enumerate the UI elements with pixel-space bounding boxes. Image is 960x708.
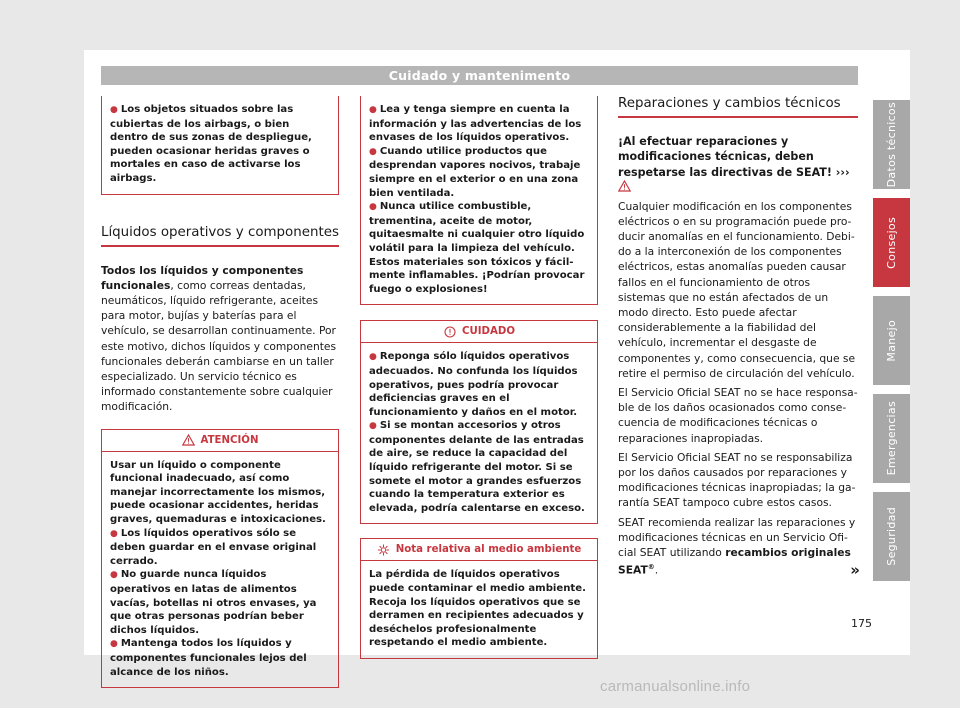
cross-reference-marker[interactable]: ›››	[835, 165, 850, 179]
column-1	[101, 96, 339, 688]
bullet-icon: ●	[369, 352, 377, 363]
section-title: Líquidos operativos y componentes	[101, 225, 339, 247]
warning-box-continued	[360, 96, 598, 305]
list-item: ● Los líquidos operativos sólo se deben guardar en el envase original cerrado.	[110, 527, 317, 567]
warning-list	[361, 96, 597, 304]
paragraph: El Servicio Oficial SEAT no se hace responsable de los daños ocasionados como consecuencia de modificaciones técnicas o reparaciones inapropiadas.	[618, 386, 858, 445]
page-number: 175	[851, 617, 872, 630]
list-item: ● Reponga sólo líquidos operativos adecuados. No confunda los líquidos operativos, pues podría provocar deficiencias graves en el funcionamiento y daños en el motor.	[369, 351, 578, 418]
list-item: ● Los objetos situados sobre las cubiertas de los airbags, o bien dentro de sus zonas de despliegue, pueden ocasionar heridas graves o mortales en caso de activarse los airbags.	[110, 104, 312, 184]
list-item: ● Cuando utilice productos que desprendan vapores nocivos, trabaje siempre en el exterior o en una zona bien ventilada.	[369, 145, 581, 199]
warning-list	[102, 96, 338, 194]
warning-box	[101, 429, 339, 689]
bullet-icon: ●	[110, 639, 118, 650]
warning-list	[110, 527, 330, 680]
intro-paragraph: Todos los líquidos y componentes funcionales, como correas dentadas, neumáticos, líquido refrigerante, aceites para motor, bujías y baterías para el vehículo, se desarrollan continuamente. Por este motivo, dichos líquidos y componentes funcionales deberán cambiarse en un taller especializado. Un servicio técnico es informado constantemente sobre cualquier modificación.	[101, 263, 337, 414]
leaf-icon	[377, 544, 390, 556]
caution-box	[360, 320, 598, 524]
bullet-icon: ●	[110, 105, 118, 115]
paragraph: SEAT recomienda realizar las reparaciones y modificaciones técnicas en un Servicio Oficial SEAT utilizando recambios originales SEAT®. »	[618, 515, 860, 579]
bullet-icon: ●	[369, 421, 377, 432]
environment-title: Nota relativa al medio ambiente	[395, 544, 582, 556]
column-3	[618, 96, 858, 582]
tab-emergencias[interactable]: Emergencias	[873, 394, 910, 483]
info-circle-icon	[443, 326, 456, 338]
bullet-icon: ●	[110, 570, 118, 581]
environment-box	[360, 538, 598, 659]
environment-body	[361, 561, 597, 658]
list-item: ● No guarde nunca líquidos operativos en latas de alimentos vacías, botellas ni otros envases, ya que otras personas podrían beber dichos líquidos.	[110, 569, 317, 636]
section-title: Reparaciones y cambios técnicos	[618, 96, 858, 118]
warning-title: ATENCIÓN	[200, 434, 259, 446]
bullet-icon: ●	[369, 202, 377, 213]
paragraph: El Servicio Oficial SEAT no se responsabiliza por los daños causados por reparaciones y modificaciones técnicas inapropiadas; la garantía SEAT tampoco cubre estos casos.	[618, 450, 856, 510]
tab-consejos[interactable]: Consejos	[873, 198, 910, 287]
tab-datos-tecnicos[interactable]: Datos técnicos	[873, 100, 910, 189]
caution-list	[361, 343, 597, 523]
warning-box-continued	[101, 96, 339, 195]
warning-body	[102, 452, 338, 688]
warning-triangle-icon	[618, 180, 631, 192]
warning-lead: Usar un líquido o componente funcional inadecuado, así como manejar incorrectamente los mismos, puede ocasionar accidentes, heridas graves, quemaduras e intoxicaciones.	[110, 459, 326, 525]
warning-triangle-icon	[182, 434, 195, 446]
list-item: ● Si se montan accesorios y otros componentes delante de las entradas de aire, se reduce la capacidad del líquido refrigerante del motor. Si se somete el motor a grandes esfuerzos cuando la temperatura exterior es elevada, podría calentarse en exceso.	[369, 420, 585, 514]
list-item: ● Lea y tenga siempre en cuenta la información y las advertencias de los envases de los líquidos operativos.	[369, 104, 582, 144]
column-2	[360, 96, 598, 659]
bullet-icon: ●	[110, 528, 118, 539]
lead-paragraph: ¡Al efectuar reparaciones y modificaciones técnicas, deben respetarse las directivas de SEAT! ›››	[618, 134, 858, 197]
chapter-header: Cuidado y mantenimento	[101, 66, 858, 85]
environment-header	[361, 539, 597, 561]
watermark: carmanualsonline.info	[600, 678, 751, 695]
environment-text: La pérdida de líquidos operativos puede contaminar el medio ambiente. Recoja los líquidos operativos que se derramen en recipientes adecuados y deséchelos profesionalmente respetando el medio ambiente.	[369, 569, 586, 649]
continue-arrow-icon: »	[850, 560, 860, 579]
bullet-icon: ●	[369, 146, 377, 157]
caution-title: CUIDADO	[462, 326, 515, 338]
tab-seguridad[interactable]: Seguridad	[873, 492, 910, 581]
tab-manejo[interactable]: Manejo	[873, 296, 910, 385]
caution-header	[361, 321, 597, 343]
list-item: ● Nunca utilice combustible, trementina, aceite de motor, quitaesmalte ni cualquier otro líquido volátil para la limpieza del vehículo. Estos materiales son tóxicos y fácilmente inflamables. ¡Podrían provocar fuego o explosiones!	[369, 201, 585, 295]
warning-header	[102, 430, 338, 452]
bullet-icon: ●	[369, 105, 377, 115]
paragraph: Cualquier modificación en los componentes eléctricos o en su programación puede producir anomalías en el funcionamiento. Debido a la interconexión de los componentes eléctricos, estas anomalías pueden causar fallos en el funcionamiento de otros sistemas que no están afectados de un modo directo. Esto puede afectar considerablemente a la fiabilidad del vehículo, incrementar el desgaste de componentes y, como consecuencia, que se retire el permiso de circulación del vehículo.	[618, 199, 856, 380]
list-item: ● Mantenga todos los líquidos y componentes funcionales lejos del alcance de los niños.	[110, 638, 307, 678]
